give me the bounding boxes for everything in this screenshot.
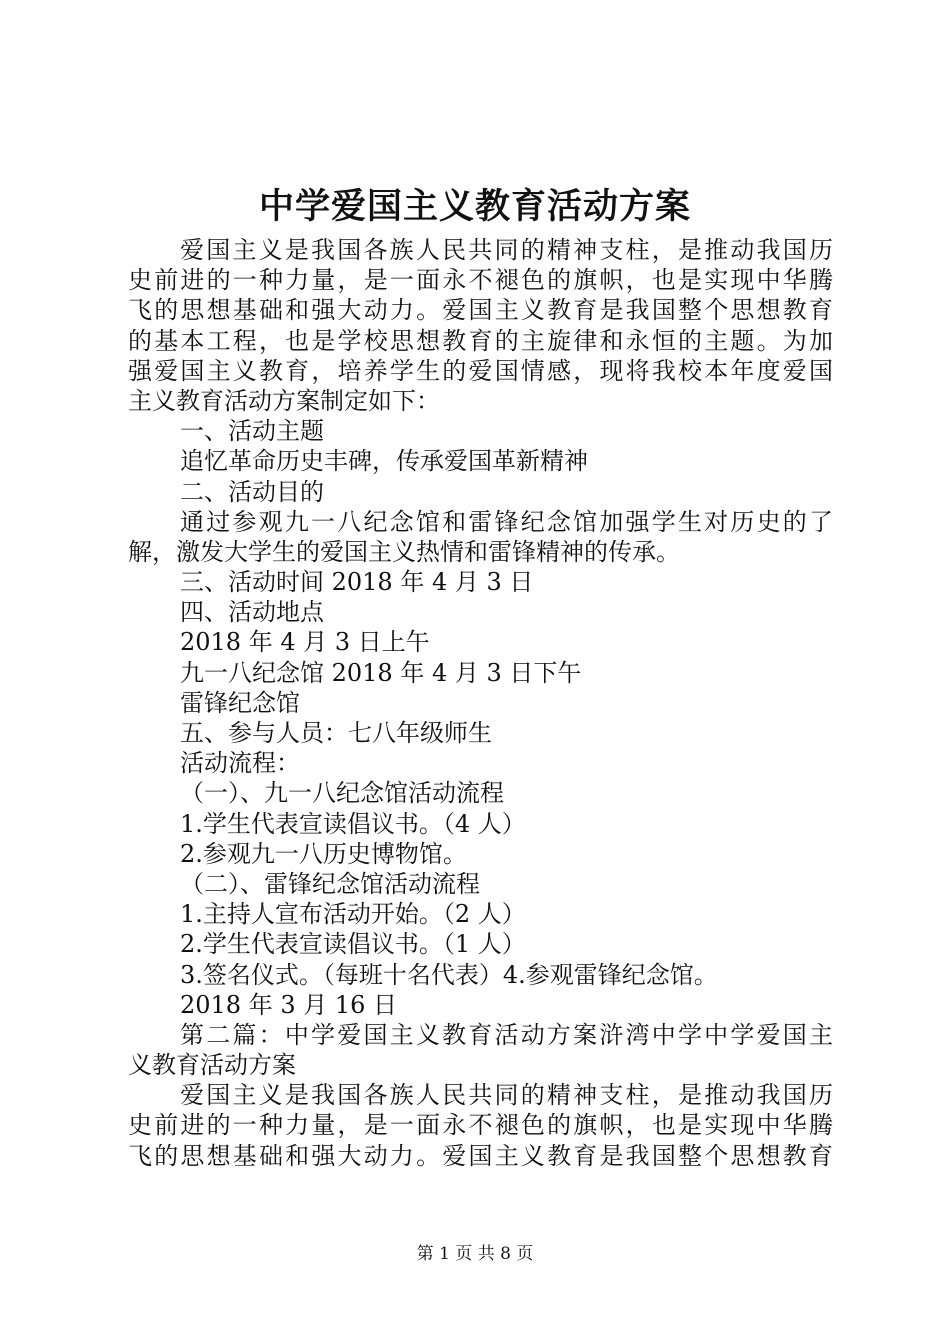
- body-line: 一、活动主题: [180, 417, 324, 446]
- page-footer: 第 1 页 共 8 页: [416, 1244, 534, 1264]
- body-line: 第二篇：中学爱国主义教育活动方案浒湾中学中学爱国主: [180, 1020, 833, 1049]
- body-line: 史前进的一种力量，是一面永不褪色的旗帜，也是实现中华腾: [128, 266, 833, 295]
- body-line: 2.学生代表宣读倡议书。（1 人）: [180, 930, 526, 959]
- body-line: 三、活动时间 2018 年 4 月 3 日: [180, 568, 534, 597]
- body-line: 的基本工程，也是学校思想教育的主旋律和永恒的主题。为加: [128, 326, 833, 355]
- body-line: 雷锋纪念馆: [180, 688, 300, 717]
- body-line: 五、参与人员：七八年级师生: [180, 719, 492, 747]
- body-line: 1.主持人宣布活动开始。（2 人）: [180, 900, 526, 929]
- body-line: 史前进的一种力量，是一面永不褪色的旗帜，也是实现中华腾: [128, 1111, 833, 1140]
- body-line: 强爱国主义教育，培养学生的爱国情感，现将我校本年度爱国: [128, 356, 833, 385]
- body-line: 爱国主义是我国各族人民共同的精神支柱，是推动我国历: [180, 236, 833, 264]
- body-line: 二、活动目的: [180, 477, 324, 506]
- body-line: 义教育活动方案: [128, 1051, 296, 1080]
- body-line: 九一八纪念馆 2018 年 4 月 3 日下午: [180, 658, 582, 687]
- body-line: 四、活动地点: [180, 598, 324, 627]
- body-line: 飞的思想基础和强大动力。爱国主义教育是我国整个思想教育: [128, 296, 833, 325]
- body-line: 3.签名仪式。（每班十名代表）4.参观雷锋纪念馆。: [180, 960, 718, 989]
- document-body: [128, 235, 833, 1171]
- body-line: 爱国主义是我国各族人民共同的精神支柱，是推动我国历: [180, 1081, 833, 1110]
- body-line: 追忆革命历史丰碑，传承爱国革新精神: [180, 447, 588, 476]
- body-line: 通过参观九一八纪念馆和雷锋纪念馆加强学生对历史的了: [180, 507, 833, 536]
- body-line: 主义教育活动方案制定如下：: [128, 386, 440, 415]
- body-line: 2018 年 4 月 3 日上午: [180, 628, 430, 657]
- body-line: 2018 年 3 月 16 日: [180, 990, 398, 1019]
- body-line: 2.参观九一八历史博物馆。: [180, 839, 467, 868]
- body-line: 活动流程：: [180, 749, 300, 778]
- body-line: 1.学生代表宣读倡议书。（4 人）: [180, 809, 526, 838]
- document-title: 中学爱国主义教育活动方案: [258, 186, 691, 227]
- body-line: （一）、九一八纪念馆活动流程: [180, 779, 504, 808]
- body-line: 飞的思想基础和强大动力。爱国主义教育是我国整个思想教育: [128, 1141, 833, 1170]
- body-line: 解，激发大学生的爱国主义热情和雷锋精神的传承。: [128, 537, 680, 566]
- body-line: （二）、雷锋纪念馆活动流程: [180, 869, 480, 898]
